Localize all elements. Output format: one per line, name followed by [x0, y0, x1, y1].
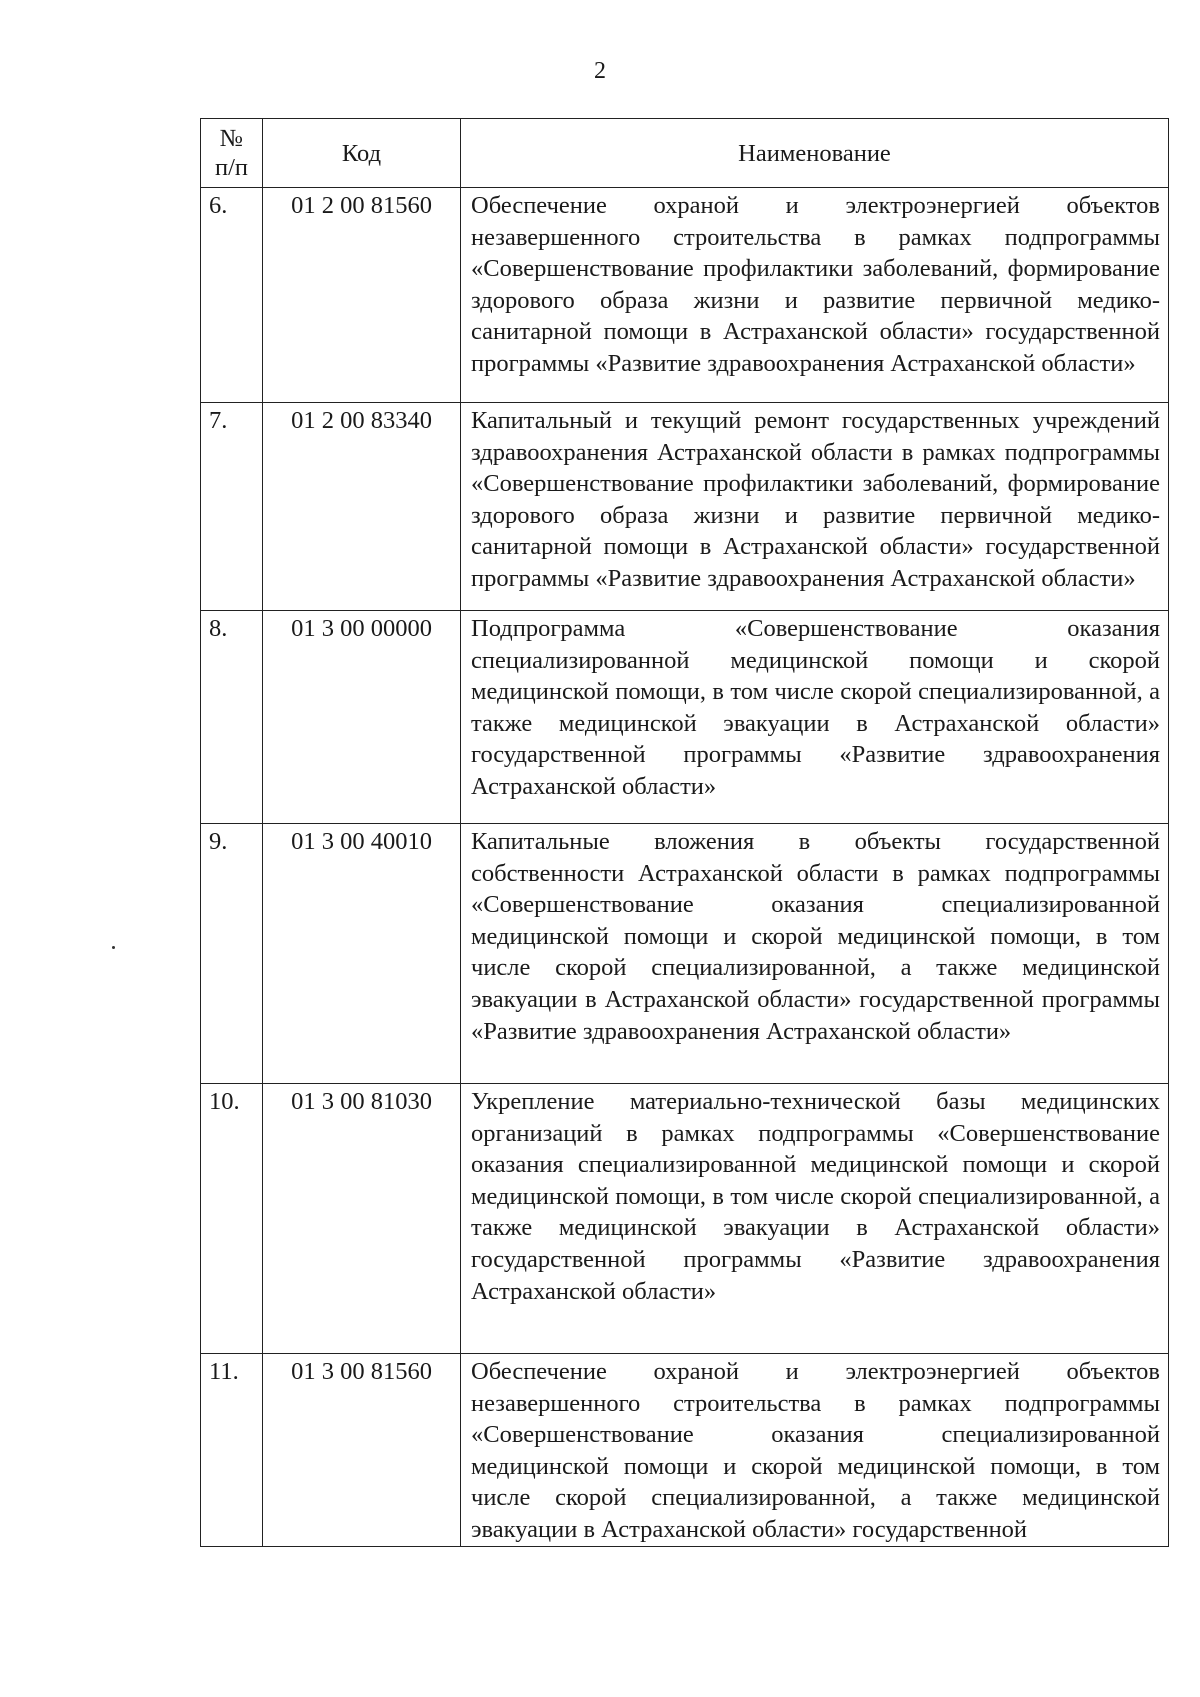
row-name: Капитальный и текущий ремонт государственных учреждений здравоохранения Астраханской области в рамках подпрограммы «Совершенствование профилактики заболеваний, формирование здорового образа жизни и развитие первичной медико-санитарной помощи в Астраханской области» государственной программы «Развитие здравоохранения Астраханской области»	[461, 403, 1169, 611]
row-num: 11.	[201, 1354, 263, 1547]
row-name: Капитальные вложения в объекты государственной собственности Астраханской области в рамках подпрограммы «Совершенствование оказания специализированной медицинской помощи и скорой медицинской помощи, в том числе скорой специализированной, а также медицинской эвакуации в Астраханской области» государственной программы «Развитие здравоохранения Астраханской области»	[461, 824, 1169, 1084]
row-code: 01 3 00 81030	[263, 1084, 461, 1354]
table-row	[201, 824, 1169, 1084]
row-code: 01 3 00 81560	[263, 1354, 461, 1547]
row-name: Обеспечение охраной и электроэнергией объектов незавершенного строительства в рамках подпрограммы «Совершенствование профилактики заболеваний, формирование здорового образа жизни и развитие первичной медико-санитарной помощи в Астраханской области» государственной программы «Развитие здравоохранения Астраханской области»	[461, 188, 1169, 403]
row-name: Подпрограмма «Совершенствование оказания специализированной медицинской помощи и скорой медицинской помощи, в том числе скорой специализированной, а также медицинской эвакуации в Астраханской области» государственной программы «Развитие здравоохранения Астраханской области»	[461, 611, 1169, 824]
table-header-row	[201, 119, 1169, 188]
row-name: Укрепление материально-технической базы медицинских организаций в рамках подпрограммы «Совершенствование оказания специализированной медицинской помощи и скорой медицинской помощи, в том числе скорой специализированной, а также медицинской эвакуации в Астраханской области» государственной программы «Развитие здравоохранения Астраханской области»	[461, 1084, 1169, 1354]
row-name: Обеспечение охраной и электроэнергией объектов незавершенного строительства в рамках подпрограммы «Совершенствование оказания специализированной медицинской помощи и скорой медицинской помощи, в том числе скорой специализированной, а также медицинской эвакуации в Астраханской области» государственной	[461, 1354, 1169, 1547]
table-row	[201, 403, 1169, 611]
scan-speck	[112, 946, 115, 949]
row-code: 01 2 00 81560	[263, 188, 461, 403]
header-num: № п/п	[201, 119, 263, 188]
budget-code-table	[200, 118, 1169, 1547]
row-code: 01 2 00 83340	[263, 403, 461, 611]
table-row	[201, 1084, 1169, 1354]
table-row	[201, 1354, 1169, 1547]
header-name: Наименование	[461, 119, 1169, 188]
row-code: 01 3 00 00000	[263, 611, 461, 824]
row-code: 01 3 00 40010	[263, 824, 461, 1084]
page-number: 2	[594, 58, 606, 84]
row-num: 6.	[201, 188, 263, 403]
row-num: 8.	[201, 611, 263, 824]
row-num: 9.	[201, 824, 263, 1084]
table-row	[201, 188, 1169, 403]
table-row	[201, 611, 1169, 824]
row-num: 7.	[201, 403, 263, 611]
row-num: 10.	[201, 1084, 263, 1354]
header-code: Код	[263, 119, 461, 188]
